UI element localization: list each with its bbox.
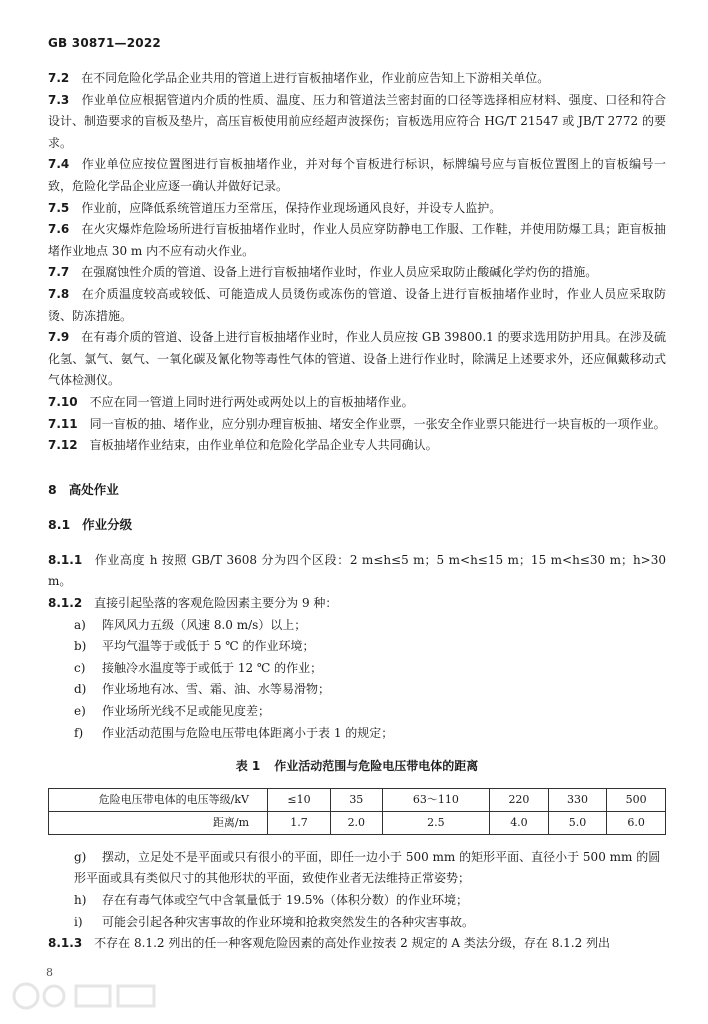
page-number: 8	[46, 966, 53, 979]
table-cell: 6.0	[607, 811, 666, 834]
clause-number: 7.9	[48, 330, 70, 345]
clause-7-8	[48, 284, 666, 327]
table-row	[49, 811, 666, 834]
clause-number: 8.1.3	[48, 936, 83, 951]
list-item	[74, 636, 666, 658]
clause-text: 在有毒介质的管道、设备上进行盲板抽堵作业时，作业人员应按 GB 39800.1 的要求选用防护用具。在涉及硫化氢、氯气、氨气、一氧化碳及氰化物等毒性气体的管道、设备上进行作业时，除满足上述要求外，还应佩戴移动式气体检测仪。	[48, 330, 666, 388]
clause-number: 7.4	[48, 157, 70, 172]
clause-8-1-2	[48, 593, 666, 615]
clause-number: 8.1.1	[48, 552, 83, 567]
table-1-caption	[48, 756, 666, 778]
clause-number: 8.1.2	[48, 596, 83, 611]
list-label: b)	[74, 639, 87, 654]
clause-7-9	[48, 327, 666, 392]
list-text: 作业场所光线不足或能见度差；	[102, 704, 271, 719]
table-cell: 330	[548, 788, 607, 811]
list-item	[74, 679, 666, 701]
watermark-logo	[6, 976, 166, 1016]
section-title: 高处作业	[68, 481, 119, 497]
table-cell: 2.5	[382, 811, 489, 834]
clause-8-1-1	[48, 550, 666, 593]
row-header: 危险电压带电体的电压等级/kV	[49, 788, 268, 811]
clause-number: 7.6	[48, 222, 70, 237]
table-cell: 220	[490, 788, 549, 811]
list-label: h)	[74, 893, 87, 907]
clause-text: 在介质温度较高或较低、可能造成人员烫伤或冻伤的管道、设备上进行盲板抽堵作业时，作业人员应采取防烫、防冻措施。	[48, 286, 666, 323]
list-label: i)	[74, 914, 83, 929]
list-label: e)	[74, 704, 86, 719]
table-cell: 35	[330, 788, 382, 811]
clause-8-1-3	[48, 933, 666, 955]
standard-header: GB 30871—2022	[48, 36, 161, 50]
table-1	[48, 788, 666, 835]
list-text: 作业活动范围与危险电压带电体距离小于表 1 的规定；	[102, 725, 394, 740]
section-8-heading	[48, 479, 666, 501]
clause-7-2	[48, 68, 666, 90]
row-header: 距离/m	[49, 811, 268, 834]
section-title: 作业分级	[82, 517, 133, 533]
clause-text: 作业前，应降低系统管道压力至常压，保持作业现场通风良好，并设专人监护。	[81, 200, 502, 215]
section-number: 8	[48, 481, 57, 497]
clause-number: 7.2	[48, 71, 70, 85]
clause-text: 在火灾爆炸危险场所进行盲板抽堵作业时，作业人员应穿防静电工作服、工作鞋，并使用防爆工具；距盲板抽堵作业地点 30 m 内不应有动火作业。	[48, 222, 666, 258]
hazard-list-g-i	[48, 847, 666, 933]
clause-text: 作业高度 h 按照 GB/T 3608 分为四个区段：2 m≤h≤5 m；5 m<h≤15 m；15 m<h≤30 m；h>30 m。	[48, 552, 666, 589]
clause-7-11	[48, 414, 666, 436]
table-cell: 63～110	[382, 788, 489, 811]
list-text: 可能会引起各种灾害事故的作业环境和抢救突然发生的各种灾害事故。	[102, 914, 475, 929]
table-row	[49, 788, 666, 811]
list-label: a)	[74, 617, 86, 632]
clause-number: 7.8	[48, 286, 70, 301]
list-item	[74, 615, 666, 637]
table-title: 作业活动范围与危险电压带电体的距离	[274, 759, 479, 774]
clause-text: 盲板抽堵作业结束，由作业单位和危险化学品企业专人共同确认。	[89, 438, 438, 453]
clause-7-6	[48, 219, 666, 262]
list-item	[74, 912, 666, 934]
clause-text: 在不同危险化学品企业共用的管道上进行盲板抽堵作业，作业前应告知上下游相关单位。	[81, 71, 550, 85]
clause-text: 直接引起坠落的客观危险因素主要分为 9 种：	[94, 596, 338, 611]
clause-text: 同一盲板的抽、堵作业，应分别办理盲板抽、堵安全作业票，一张安全作业票只能进行一块盲板的一项作业。	[89, 416, 666, 431]
clause-7-4	[48, 154, 666, 197]
clause-text: 作业单位应按位置图进行盲板抽堵作业，并对每个盲板进行标识，标牌编号应与盲板位置图上的盲板编号一致，危险化学品企业应逐一确认并做好记录。	[48, 157, 666, 193]
clause-text: 在强腐蚀性介质的管道、设备上进行盲板抽堵作业时，作业人员应采取防止酸碱化学灼伤的措施。	[81, 265, 598, 280]
list-item	[74, 658, 666, 680]
list-label: f)	[74, 725, 84, 740]
section-number: 8.1	[48, 517, 71, 533]
table-cell: 5.0	[548, 811, 607, 834]
list-item	[74, 701, 666, 723]
clause-7-3	[48, 90, 666, 155]
list-label: c)	[74, 660, 86, 675]
clause-7-5	[48, 198, 666, 220]
list-text: 阵风风力五级（风速 8.0 m/s）以上；	[102, 617, 307, 632]
table-cell: 1.7	[268, 811, 331, 834]
section-8-1-heading	[48, 514, 666, 536]
clause-number: 7.3	[48, 92, 70, 107]
clause-text: 作业单位应根据管道内介质的性质、温度、压力和管道法兰密封面的口径等选择相应材料、强度、口径和符合设计、制造要求的盲板及垫片，高压盲板使用前应经超声波探伤；盲板选用应符合 HG/T 21547 或 JB/T 2772 的要求。	[48, 92, 666, 150]
hazard-list-a-f	[48, 615, 666, 745]
table-cell: ≤10	[268, 788, 331, 811]
table-cell: 500	[607, 788, 666, 811]
table-cell: 4.0	[490, 811, 549, 834]
list-text: 平均气温等于或低于 5 ℃ 的作业环境；	[102, 639, 315, 654]
table-cell: 2.0	[330, 811, 382, 834]
list-text: 接触冷水温度等于或低于 12 ℃ 的作业；	[102, 660, 323, 675]
clause-7-10	[48, 392, 666, 414]
clause-text: 不存在 8.1.2 列出的任一种客观危险因素的高处作业按表 2 规定的 A 类法分级，存在 8.1.2 列出	[94, 936, 611, 951]
list-label: d)	[74, 682, 87, 697]
list-text: 作业场地有冰、雪、霜、油、水等易滑物；	[102, 682, 331, 697]
list-item	[74, 847, 666, 890]
clause-7-7	[48, 262, 666, 284]
list-label: g)	[74, 849, 87, 864]
clause-number: 7.5	[48, 200, 70, 215]
clause-7-12	[48, 435, 666, 457]
list-text: 摆动，立足处不是平面或只有很小的平面，即任一边小于 500 mm 的矩形平面、直径小于 500 mm 的圆形平面或具有类似尺寸的其他形状的平面，致使作业者无法维持正常姿势；	[74, 849, 661, 886]
list-item	[74, 723, 666, 745]
document-body	[48, 68, 666, 955]
clause-text: 不应在同一管道上同时进行两处或两处以上的盲板抽堵作业。	[89, 394, 414, 409]
list-item	[74, 890, 666, 912]
clause-number: 7.7	[48, 265, 70, 280]
list-text: 存在有毒气体或空气中含氧量低于 19.5%（体积分数）的作业环境；	[102, 893, 468, 907]
clause-number: 7.12	[48, 438, 78, 453]
clause-number: 7.11	[48, 416, 78, 431]
table-number: 表 1	[235, 759, 261, 774]
clause-number: 7.10	[48, 394, 78, 409]
